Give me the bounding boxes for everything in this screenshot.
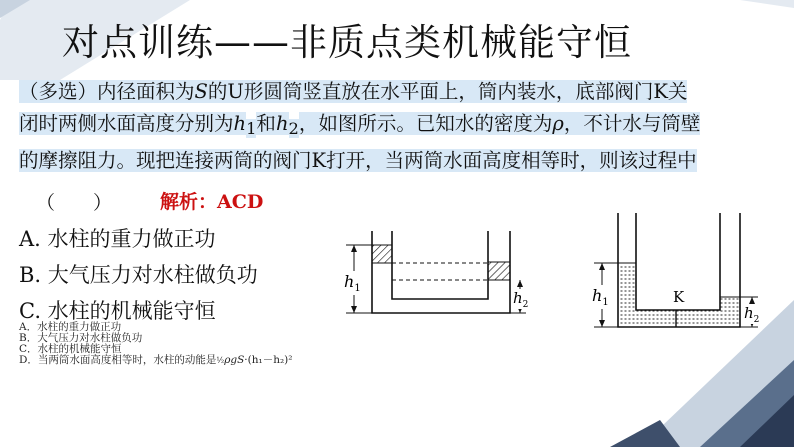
question-segment: 的U形圆筒竖直放在水平面上，筒内装水，底部阀门K关 xyxy=(207,80,688,103)
var-s: S xyxy=(194,80,208,103)
page-title: 对点训练——非质点类机械能守恒 xyxy=(62,21,632,64)
option-c: C. 水柱的机械能守恒 xyxy=(19,299,216,323)
h2-arrow-up xyxy=(517,280,523,287)
var-h2: h xyxy=(275,111,289,135)
question-text xyxy=(19,76,779,176)
h1-label: $h_1$ xyxy=(344,272,361,294)
option-a: A. 水柱的重力做正功 xyxy=(19,227,216,251)
var-rho: ρ xyxy=(552,111,564,135)
water-right-top xyxy=(488,262,510,280)
h1-arrow-up xyxy=(351,245,357,252)
answer-blank: （ ） xyxy=(36,192,113,214)
question-segment: 和 xyxy=(256,111,276,135)
question-line-2 xyxy=(19,108,779,145)
var-h1-sub: 1 xyxy=(246,119,257,139)
question-segment: 内径面积为 xyxy=(97,80,195,103)
h1-arrow-down xyxy=(351,306,357,313)
small-option-a: A．水柱的重力做正功 xyxy=(19,321,122,333)
question-line-1 xyxy=(19,76,779,108)
small-option-d-text: D．当两筒水面高度相等时，水柱的动能是 xyxy=(19,354,217,366)
var-h2-sub: 2 xyxy=(288,119,299,139)
h1-arrow-up xyxy=(599,263,605,270)
h2-arrow-up xyxy=(749,297,755,304)
top-right-shape xyxy=(740,0,794,8)
question-segment: 的摩擦阻力。现把连接两筒的阀门K打开，当两筒水面高度相等时，则该过程中 xyxy=(19,148,697,172)
h1-arrow-down xyxy=(599,320,605,327)
question-tag: （多选） xyxy=(19,80,98,103)
fraction-half: ½ xyxy=(216,356,225,365)
small-options xyxy=(19,322,292,366)
option-b: B. 大气压力对水柱做负功 xyxy=(19,263,258,287)
small-option-b: B．大气压力对水柱做负功 xyxy=(19,332,143,344)
question-line-3 xyxy=(19,145,779,177)
diagram-left xyxy=(330,225,530,335)
var-h1: h xyxy=(233,111,247,135)
tube-inner xyxy=(392,231,488,299)
diagram-right xyxy=(580,205,780,335)
h2-label: $h_2$ xyxy=(744,304,760,325)
water-left-top xyxy=(372,245,392,263)
small-option-c: C．水柱的机械能守恒 xyxy=(19,343,122,355)
answer-label: 解析：ACD xyxy=(160,191,264,213)
h1-label: $h_1$ xyxy=(592,286,609,308)
question-segment: ，不计水与筒壁 xyxy=(563,111,701,135)
question-segment: ，如图所示。已知水的密度为 xyxy=(298,111,553,135)
small-option-d-formula: ρgS xyxy=(224,354,245,366)
question-segment: 闭时两侧水面高度分别为 xyxy=(19,111,234,135)
h2-label: $h_2$ xyxy=(513,289,529,310)
small-option-d: D．当两筒水面高度相等时，水柱的动能是½ρgS·(h₁－h₂)² xyxy=(19,354,293,366)
valve-label: K xyxy=(673,288,685,306)
small-option-d-expression: (h₁－h₂)² xyxy=(247,354,293,366)
